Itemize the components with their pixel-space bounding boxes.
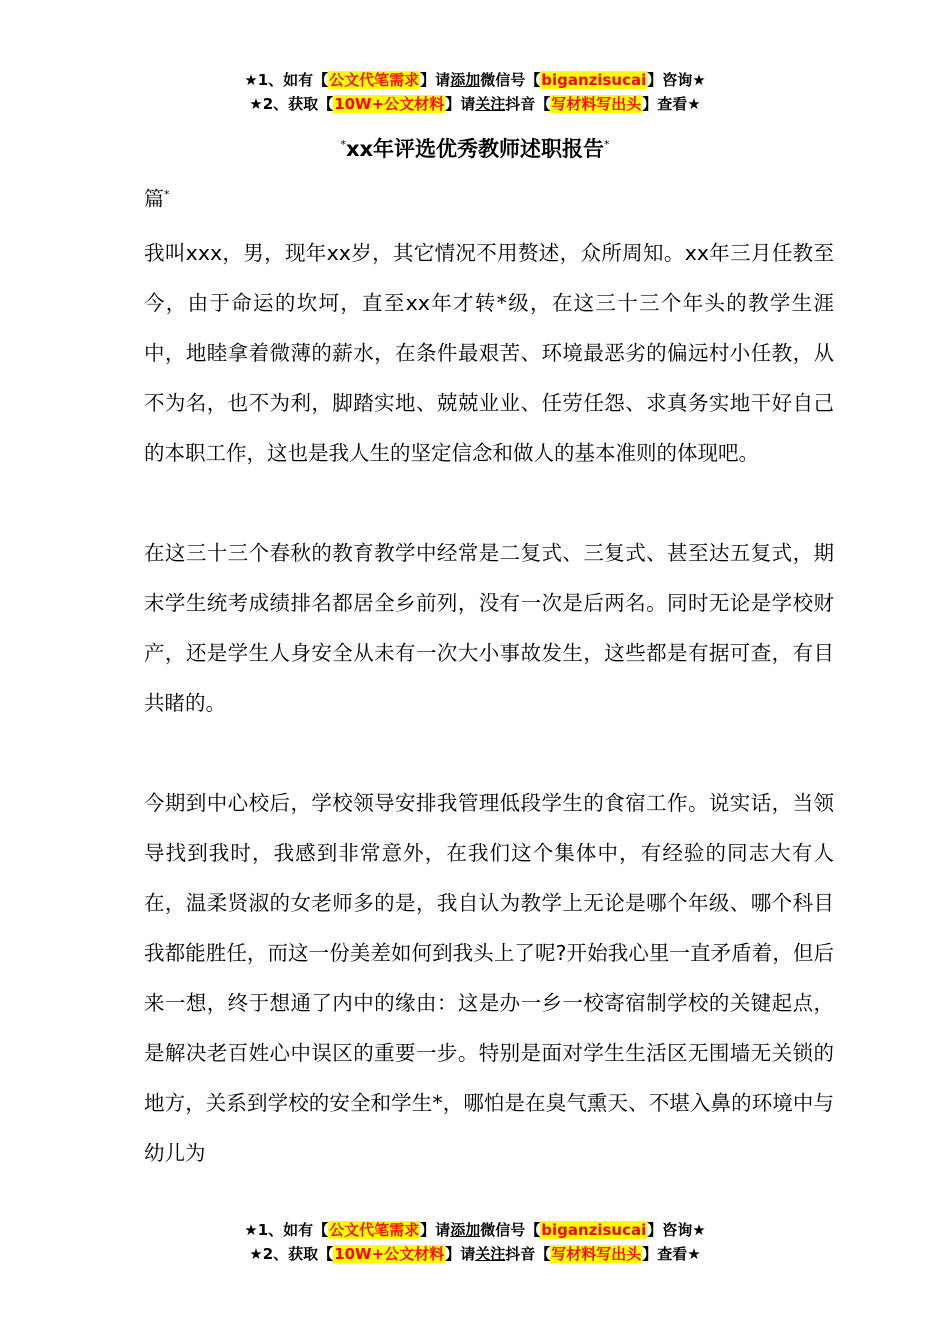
header-banner (0, 68, 950, 116)
banner-text: 微信号【 (480, 71, 541, 89)
section-label (144, 178, 170, 216)
banner-text: 微信号【 (480, 1221, 541, 1239)
banner-text: 抖音【 (505, 1245, 551, 1263)
document-title (0, 128, 950, 166)
banner-highlight: 写材料写出头 (551, 95, 642, 113)
paragraph: 我叫xxx，男，现年xx岁，其它情况不用赘述，众所周知。xx年三月任教至今，由于命运的坎坷，直至xx年才转*级，在这三十三个年头的教学生涯中，地睦拿着微薄的薪水，在条件最艰苦、环境最恶劣的偏远村小任教，从不为名，也不为利，脚踏实地、兢兢业业、任劳任怨、求真务实地干好自己的本职工作，这也是我人生的坚定信念和做人的基本准则的体现吧。 (144, 241, 834, 465)
banner-highlight: 公文代笔需求 (329, 71, 420, 89)
banner-text: ★2、获取【 (249, 95, 334, 113)
banner-line-1 (0, 1218, 950, 1242)
banner-text: 】请 (445, 95, 476, 113)
title-mark: * (604, 138, 610, 151)
banner-text: ★1、如有【 (244, 1221, 329, 1239)
banner-text: ★2、获取【 (249, 1245, 334, 1263)
title-mark: * (340, 138, 346, 151)
footer-banner (0, 1218, 950, 1266)
banner-text: 抖音【 (505, 95, 551, 113)
banner-highlight: 公文代笔需求 (329, 1221, 420, 1239)
banner-highlight: 写材料写出头 (551, 1245, 642, 1263)
banner-underline: 添加 (450, 1221, 481, 1239)
document-body (144, 228, 834, 1178)
banner-line-2 (0, 92, 950, 116)
banner-text: 】请 (445, 1245, 476, 1263)
banner-text: 】请 (420, 1221, 451, 1239)
banner-highlight: biganzisucai (541, 71, 647, 89)
banner-line-2 (0, 1242, 950, 1266)
banner-text: 】咨询★ (647, 71, 706, 89)
banner-highlight: biganzisucai (541, 1221, 647, 1239)
banner-underline: 关注 (475, 1245, 506, 1263)
banner-text: 】咨询★ (647, 1221, 706, 1239)
section-text: 篇 (144, 186, 164, 211)
banner-highlight: 10W+公文材料 (334, 1245, 445, 1263)
banner-line-1 (0, 68, 950, 92)
banner-underline: 添加 (450, 71, 481, 89)
banner-text: 】请 (420, 71, 451, 89)
banner-highlight: 10W+公文材料 (334, 95, 445, 113)
banner-underline: 关注 (475, 95, 506, 113)
section-mark: * (164, 188, 170, 201)
banner-text: 】查看★ (642, 1245, 701, 1263)
paragraph: 在这三十三个春秋的教育教学中经常是二复式、三复式、甚至达五复式，期末学生统考成绩排名都居全乡前列，没有一次是后两名。同时无论是学校财产，还是学生人身安全从未有一次大小事故发生，这些都是有据可查，有目共睹的。 (144, 541, 834, 715)
paragraph: 今期到中心校后，学校领导安排我管理低段学生的食宿工作。说实话，当领导找到我时，我感到非常意外，在我们这个集体中，有经验的同志大有人在，温柔贤淑的女老师多的是，我自认为教学上无论是哪个年级、哪个科目我都能胜任，而这一份美差如何到我头上了呢?开始我心里一直矛盾着，但后来一想，终于想通了内中的缘由：这是办一乡一校寄宿制学校的关键起点，是解决老百姓心中误区的重要一步。特别是面对学生生活区无围墙无关锁的地方，关系到学校的安全和学生*，哪怕是在臭气熏天、不堪入鼻的环境中与幼儿为 (144, 791, 834, 1165)
title-text: xx年评选优秀教师述职报告 (345, 137, 605, 161)
banner-text: ★1、如有【 (244, 71, 329, 89)
banner-text: 】查看★ (642, 95, 701, 113)
